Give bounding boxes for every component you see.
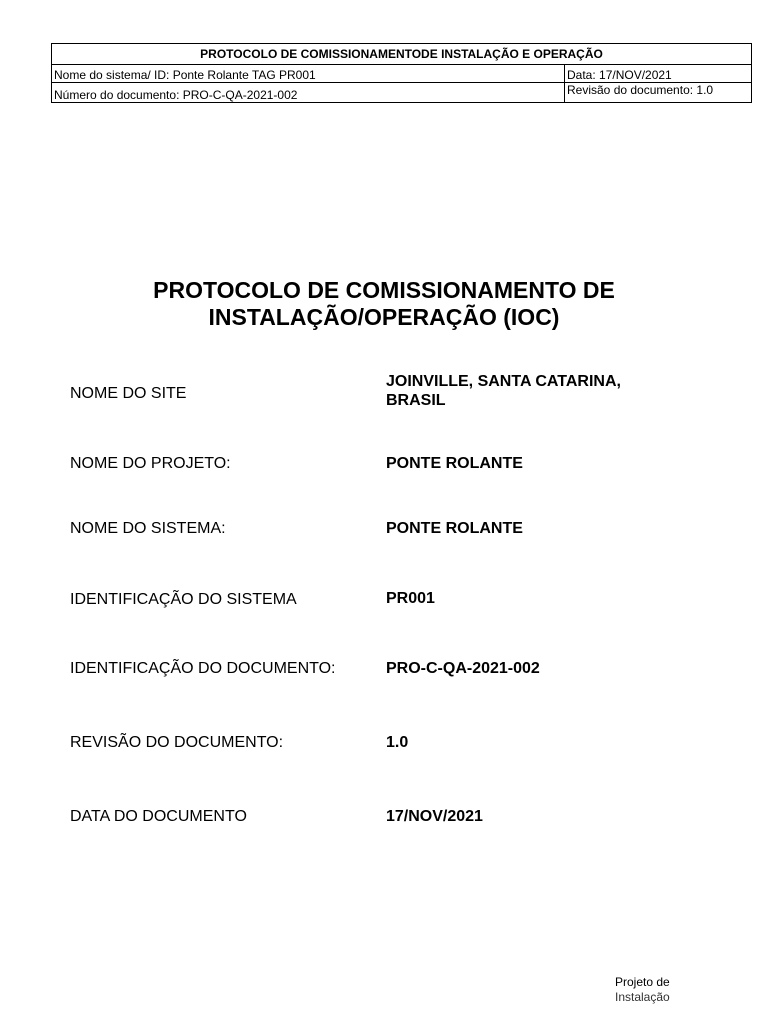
footer-note-cut: Instalação [615,990,670,1004]
field-label-document-revision: REVISÃO DO DOCUMENTO: [70,734,284,751]
field-label-system-id: IDENTIFICAÇÃO DO SISTEMA [70,591,297,608]
field-value-project-name: PONTE ROLANTE [386,455,523,472]
header-title: PROTOCOLO DE COMISSIONAMENTODE INSTALAÇÃO E OPERAÇÃO [52,44,752,65]
header-system-name: Nome do sistema/ ID: Ponte Rolante TAG PR001 [52,65,565,83]
header-document-number: Número do documento: PRO-C-QA-2021-002 [52,83,565,103]
field-label-document-date: DATA DO DOCUMENTO [70,808,247,825]
field-value-system-name: PONTE ROLANTE [386,520,523,537]
page-title-line-1: PROTOCOLO DE COMISSIONAMENTO DE [153,277,615,303]
field-label-site-name: NOME DO SITE [70,385,187,402]
header-date: Data: 17/NOV/2021 [565,65,752,83]
field-value-document-id: PRO-C-QA-2021-002 [386,660,540,677]
field-label-document-id: IDENTIFICAÇÃO DO DOCUMENTO: [70,660,336,677]
field-value-document-date: 17/NOV/2021 [386,808,483,825]
document-header-table [51,43,752,103]
field-label-system-name: NOME DO SISTEMA: [70,520,226,537]
field-value-system-id: PR001 [386,590,435,607]
page-title [0,277,768,331]
page-title-line-2: INSTALAÇÃO/OPERAÇÃO (IOC) [208,304,560,330]
field-value-document-revision: 1.0 [386,734,409,751]
footer-note: Projeto de [615,975,670,989]
field-label-project-name: NOME DO PROJETO: [70,455,231,472]
header-document-revision: Revisão do documento: 1.0 [565,83,752,103]
field-value-site-name: JOINVILLE, SANTA CATARINA, BRASIL [386,373,621,409]
